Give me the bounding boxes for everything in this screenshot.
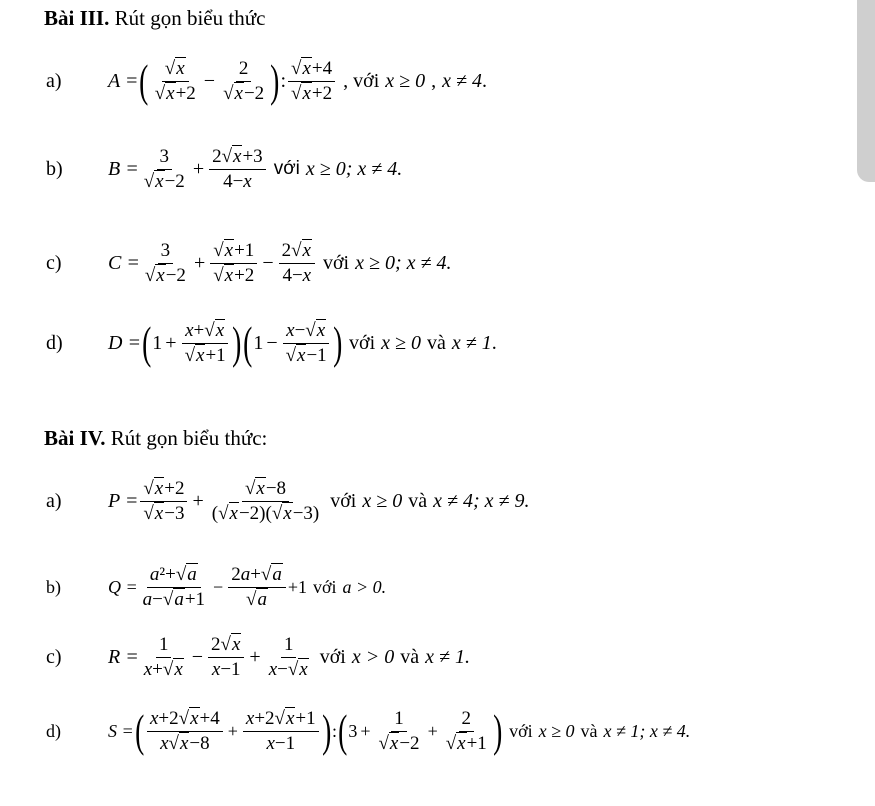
exercise-3c: c) C = $\frac{3}{√x-2}$ + $\frac{√x+1}{√x+2}$ − $\frac{2√x}{4-x}$ với x ≥ 0; x ≠ 4.	[46, 240, 452, 286]
exercise-4c: c) R = $\frac{1}{x+√x}$ − $\frac{2√x}{x-1}$ + $\frac{1}{x-√x}$ với x > 0 và x ≠ 1.	[46, 634, 470, 680]
section-title-bai-3: Bài III. Rút gọn biểu thức	[44, 6, 266, 30]
exercise-3d: d) D = ( 1 + $\frac{x+√x}{√x+1}$ ) ( 1 − $\frac{x-√x}{√x-1}$ ) với x ≥ 0 và x ≠ 1 .	[46, 317, 497, 369]
exercise-3a: a) A = ( $\frac{√x}{√x+2}$ − $\frac{2}{√x-2}$ ) : $\frac{√x+4}{√x+2}$ , với x ≥ 0 , x ≠ 4 .	[46, 55, 487, 107]
scrollbar-thumb[interactable]	[857, 0, 875, 182]
exercise-4b: b) Q = $\frac{\text{a²+√a}}{a-√a+1}$ − $\frac{2a+√a}{√a}$ +1 với a > 0.	[46, 564, 387, 610]
exercise-3b: b) B = $\frac{3}{√x-2}$ + $\frac{2√x+3}{4-x}$ với x ≥ 0; x ≠ 4.	[46, 146, 403, 192]
section-title-bai-4: Bài IV. Rút gọn biểu thức:	[44, 426, 268, 450]
exercise-4d: d) S = ( $\frac{x+2√x+4}{x√x-8}$ + $\frac{x+2√x+1}{x-1}$ ) : ( 3 + $\frac{1}{√x-2}$ + $\frac{2}{√x+1}$ ) với x ≥ 0 và x ≠ 1; x ≠ 4.	[46, 705, 691, 757]
exercise-4a: a) P = $\frac{√x+2}{√x-3}$ + $\frac{√x-8}{(√x-2)(√x-3)}$ với x ≥ 0 và x ≠ 4; x ≠ 9.	[46, 478, 530, 524]
